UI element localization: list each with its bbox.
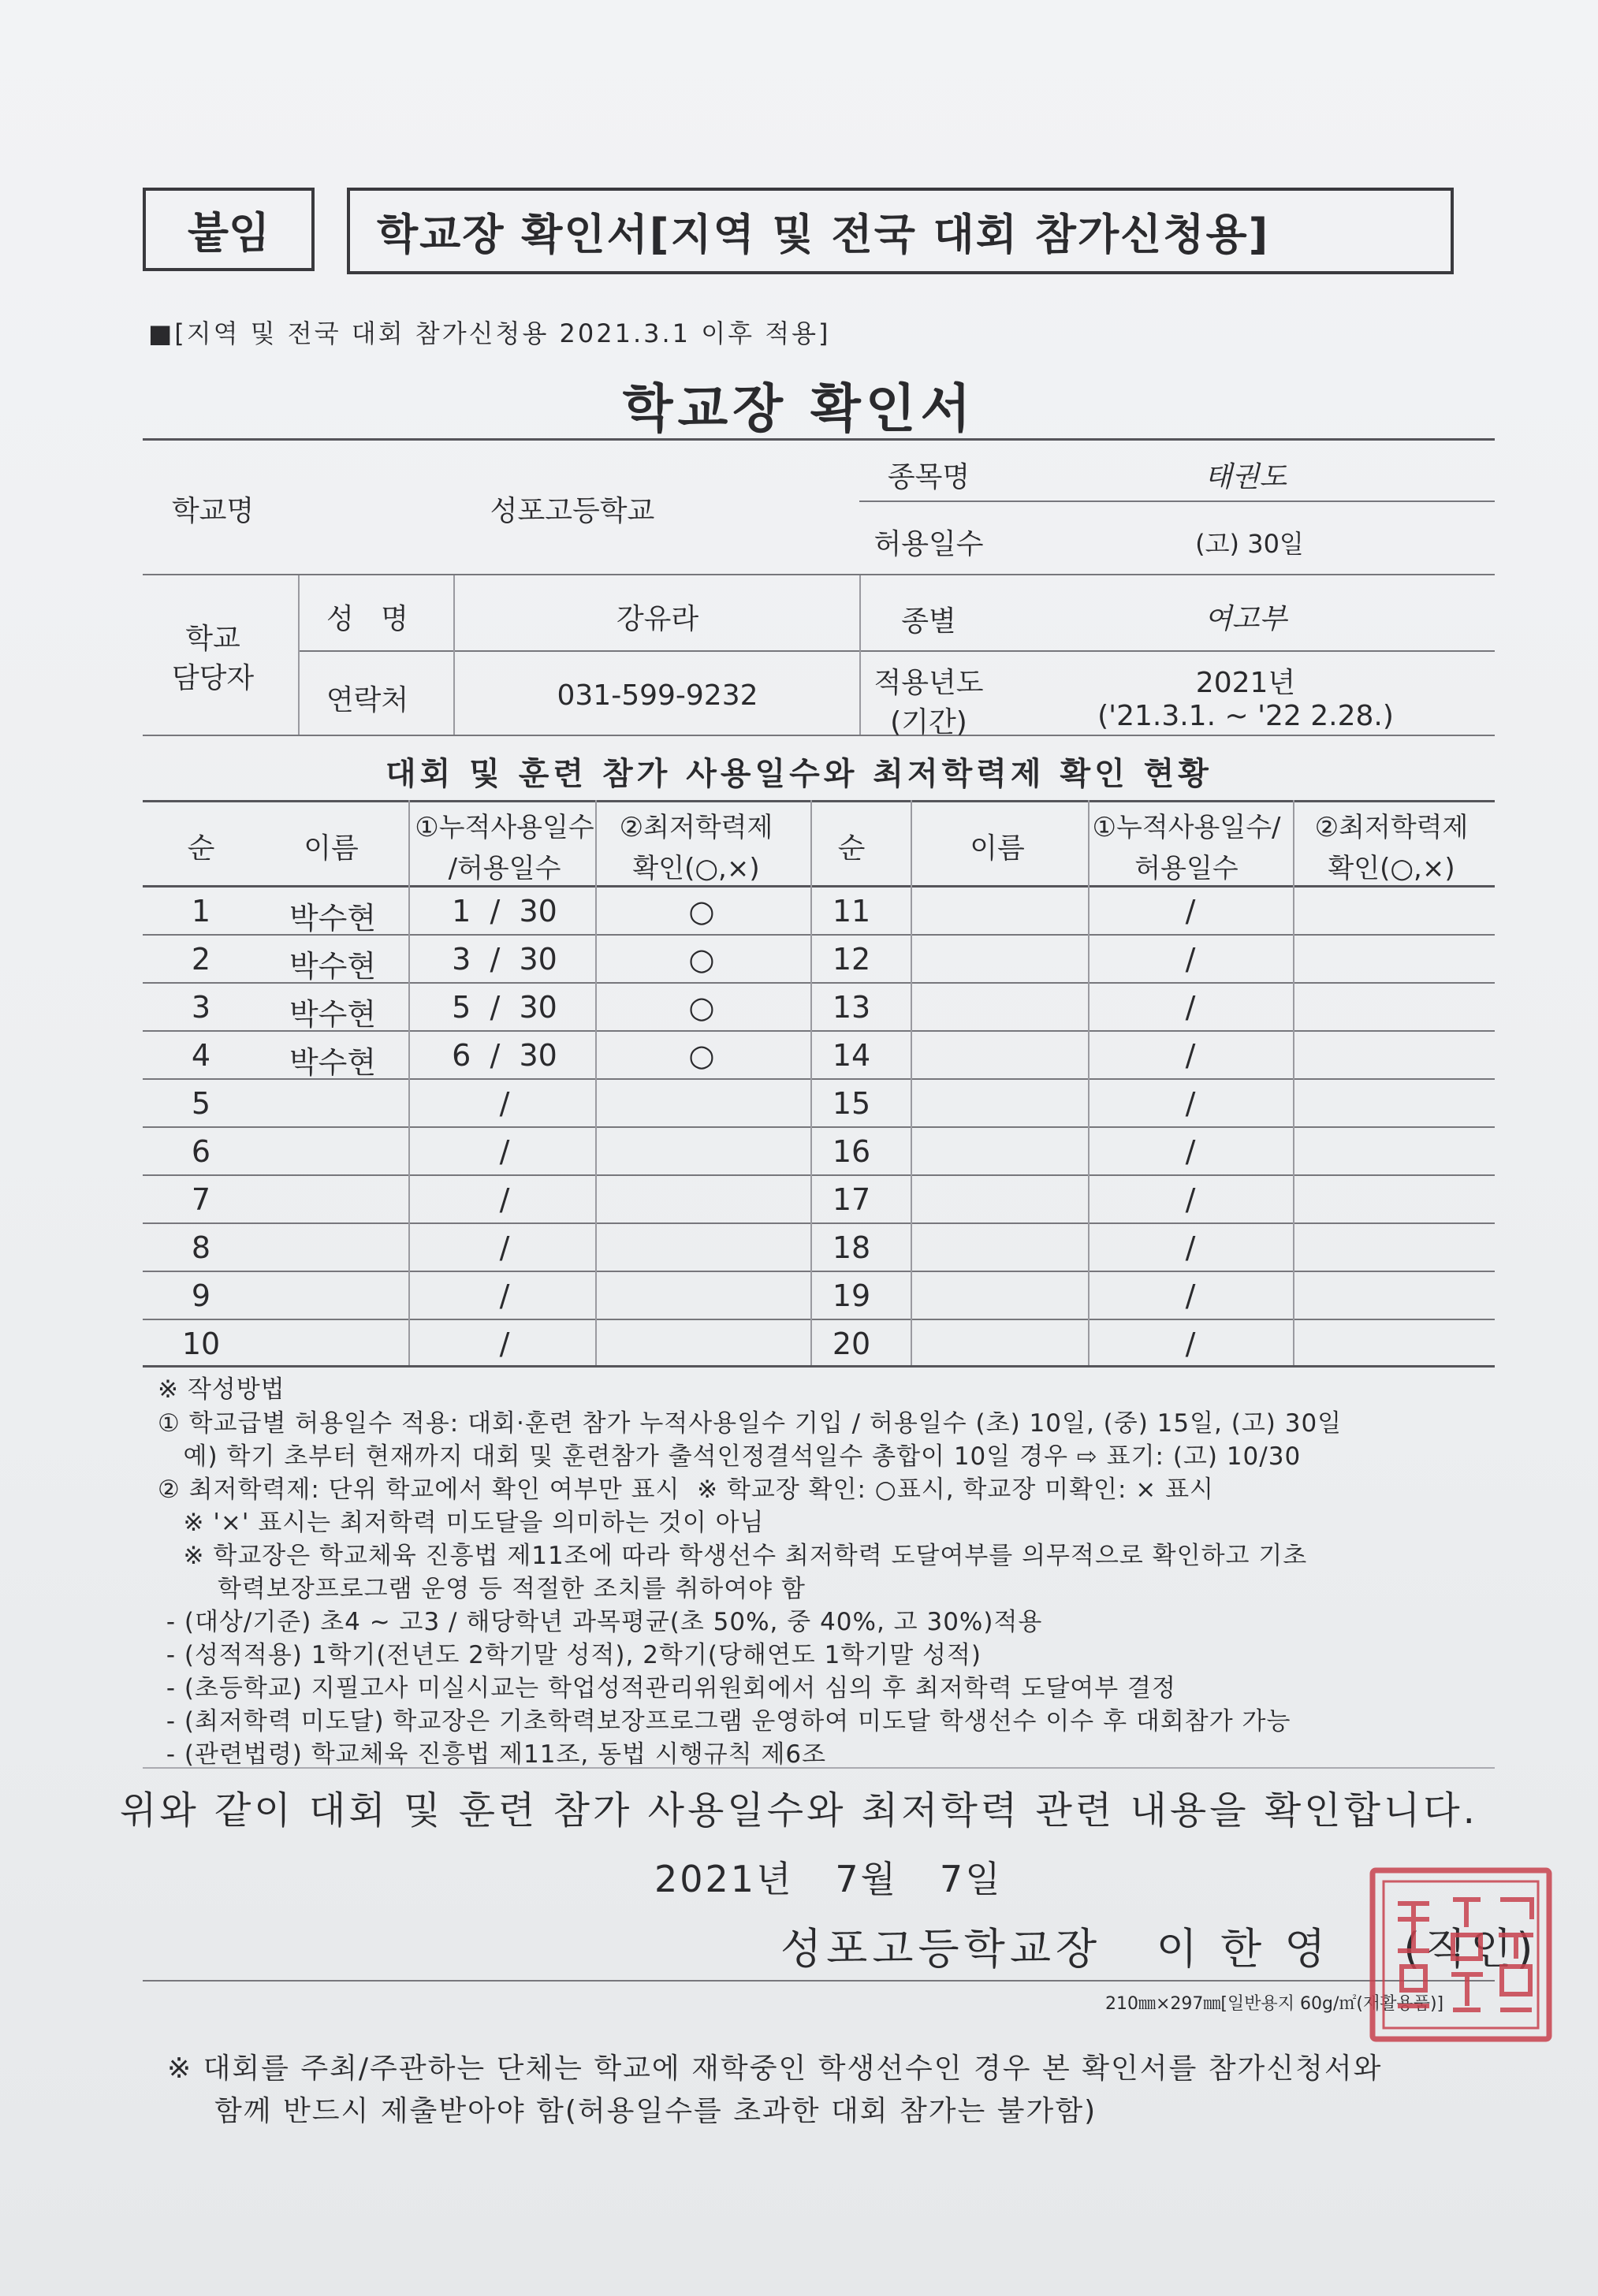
form-title: 학교장 확인서[지역 및 전국 대회 참가신청용] [377,209,1270,259]
row-confirm-left: ○ [688,894,715,928]
main-title: 학교장 확인서 [622,378,976,439]
row-days-right: / [1185,990,1196,1025]
method-title: ※ 작성방법 [158,1375,285,1404]
rule-line [1293,800,1294,1365]
row-days-right: / [1185,894,1196,928]
gender-value: 여고부 [1204,603,1287,635]
row-number-left: 4 [191,1038,211,1073]
row-number-left: 5 [191,1086,211,1121]
contact-value: 031-599-9232 [557,679,758,712]
header-conf-right-line1: ②최저학력제 [1314,812,1469,843]
method-line: 학력보장프로그램 운영 등 적절한 조치를 취하여야 함 [158,1575,806,1603]
row-divider [143,1271,1495,1272]
official-seal-stamp [1366,1864,1555,2045]
row-days-left: / [499,1182,510,1217]
rule-line [408,800,410,1365]
method-line: - (최저학력 미도달) 학교장은 기초학력보장프로그램 운영하여 미도달 학생선수 이수 후 대회참가 가능 [158,1707,1291,1736]
footnote-line1: ※ 대회를 주최/주관하는 단체는 학교에 재학중인 학생선수인 경우 본 확인서를 참가신청서와 [167,2052,1383,2085]
method-line: - (성적적용) 1학기(전년도 2학기말 성적), 2학기(당해연도 1학기말 성적) [158,1641,982,1669]
attachment-label-box [143,188,315,271]
rule-line [595,800,597,1365]
row-name-left: 박수현 [289,1045,377,1080]
header-conf-left-line2: 확인(○,×) [632,853,760,884]
row-days-right: / [1185,1134,1196,1169]
row-days-right: / [1185,1038,1196,1073]
rule-line [143,1767,1495,1769]
issue-date: 2021년 7월 7일 [654,1858,1003,1900]
row-number-left: 1 [191,894,211,928]
sport-label: 종목명 [887,461,970,493]
row-divider [143,1222,1495,1224]
row-number-right: 12 [832,942,871,977]
row-days-left: / [499,1134,510,1169]
row-days-right: / [1185,1086,1196,1121]
row-number-left: 10 [181,1327,221,1361]
header-conf-right-line2: 확인(○,×) [1328,853,1455,884]
method-line: ② 최저학력제: 단위 학교에서 확인 여부만 표시 ※ 학교장 확인: ○표시, 학교장 미확인: × 표시 [158,1475,1215,1504]
row-days-right: / [1185,942,1196,977]
rule-line [143,735,1495,736]
row-divider [143,1174,1495,1176]
period-value: ('21.3.1. ~ '22 2.28.) [1097,700,1394,732]
row-number-left: 8 [191,1230,211,1265]
header-days-right-line1: ①누적사용일수/ [1092,812,1281,843]
rule-line [300,650,1495,652]
row-days-right: / [1185,1327,1196,1361]
rule-line [911,800,912,1365]
rule-line [143,438,1495,441]
staff-name-label: 성 명 [326,603,408,635]
staff-label-line2: 담당자 [171,662,255,694]
row-number-right: 13 [832,990,871,1025]
header-seq-left: 순 [187,832,215,865]
allowed-days-value: (고) 30일 [1195,529,1304,559]
row-number-left: 3 [191,990,211,1025]
rule-line [859,575,861,735]
row-days-right: / [1185,1230,1196,1265]
rule-line [143,574,1495,575]
footnote-line2: 함께 반드시 제출받아야 함(허용일수를 초과한 대회 참가는 불가함) [214,2095,1097,2127]
row-number-left: 7 [191,1182,211,1217]
row-number-right: 16 [832,1134,871,1169]
school-name-value: 성포고등학교 [490,495,655,527]
year-label-line1: 적용년도 [873,667,984,699]
rule-line [143,1365,1495,1368]
rule-line [298,575,300,735]
row-number-right: 18 [832,1230,871,1265]
staff-label-line1: 학교 [185,623,240,655]
table-title: 대회 및 훈련 참가 사용일수와 최저학력제 확인 현황 [386,756,1212,792]
row-number-right: 17 [832,1182,871,1217]
row-number-left: 9 [191,1278,211,1313]
allowed-days-label: 허용일수 [873,528,984,560]
method-line: ① 학교급별 허용일수 적용: 대회·훈련 참가 누적사용일수 기입 / 허용일수 (초) 10일, (중) 15일, (고) 30일 [158,1409,1343,1438]
row-number-left: 6 [191,1134,211,1169]
rule-line [143,800,1495,802]
contact-label: 연락처 [326,684,409,716]
row-confirm-left: ○ [688,942,715,977]
method-line: ※ '×' 표시는 최저학력 미도달을 의미하는 것이 아님 [158,1509,765,1537]
attachment-label: 붙임 [187,207,270,258]
staff-name-value: 강유라 [616,603,699,635]
header-conf-left-line1: ②최저학력제 [619,812,773,843]
confirmation-statement: 위와 같이 대회 및 훈련 참가 사용일수와 최저학력 관련 내용을 확인합니다. [120,1788,1478,1833]
method-line: - (관련법령) 학교체육 진흥법 제11조, 동법 시행규칙 제6조 [158,1740,827,1769]
gender-label: 종별 [901,605,956,638]
method-line: - (초등학교) 지필고사 미실시교는 학업성적관리위원회에서 심의 후 최저학력 도달여부 결정 [158,1674,1176,1702]
header-seq-right: 순 [837,832,866,865]
header-days-left-line1: ①누적사용일수 [415,812,594,843]
row-divider [143,1126,1495,1128]
row-number-right: 19 [832,1278,871,1313]
row-name-left: 박수현 [289,949,377,984]
row-days-right: / [1185,1278,1196,1313]
rule-line [810,800,812,1365]
row-number-right: 11 [832,894,871,928]
row-days-right: / [1185,1182,1196,1217]
row-divider [143,1319,1495,1320]
header-days-right-line2: 허용일수 [1134,853,1239,884]
row-number-right: 20 [832,1327,871,1361]
year-value: 2021년 [1195,667,1296,699]
row-days-left: / [499,1086,510,1121]
year-label-line2: (기간) [890,706,967,739]
header-name-left: 이름 [304,832,359,865]
row-name-left: 박수현 [289,901,377,936]
row-days-left: / [499,1278,510,1313]
form-title-box [347,188,1454,274]
row-confirm-left: ○ [688,1038,715,1073]
method-line: 예) 학기 초부터 현재까지 대회 및 훈련참가 출석인정결석일수 총합이 10일 경우 ⇨ 표기: (고) 10/30 [158,1442,1302,1471]
header-days-left-line2: /허용일수 [448,853,561,884]
principal-signature: 성포고등학교장 이 한 영 (직인) [780,1924,1538,1974]
row-days-left: 3 / 30 [452,942,557,977]
row-name-left: 박수현 [289,997,377,1032]
row-number-right: 15 [832,1086,871,1121]
rule-line [453,575,455,735]
method-line: ※ 학교장은 학교체육 진흥법 제11조에 따라 학생선수 최저학력 도달여부를 의무적으로 확인하고 기초 [158,1542,1308,1570]
row-confirm-left: ○ [688,990,715,1025]
rule-line [1088,800,1090,1365]
row-days-left: / [499,1327,510,1361]
row-days-left: / [499,1230,510,1265]
rule-line [859,501,1495,502]
row-days-left: 6 / 30 [452,1038,557,1073]
rule-line [143,885,1495,888]
row-days-left: 1 / 30 [452,894,557,928]
row-number-right: 14 [832,1038,871,1073]
school-name-label: 학교명 [171,495,255,527]
applicability-note: ■[지역 및 전국 대회 참가신청용 2021.3.1 이후 적용] [148,318,831,348]
sport-value: 태권도 [1204,461,1287,493]
row-number-left: 2 [191,942,211,977]
rule-line [143,1980,1495,1982]
method-line: - (대상/기준) 초4 ~ 고3 / 해당학년 과목평균(초 50%, 중 40%, 고 30%)적용 [158,1608,1043,1636]
header-name-right: 이름 [970,832,1025,865]
paper-spec: 210㎜×297㎜[일반용지 60g/㎡(재활용품)] [1105,1994,1444,2014]
row-days-left: 5 / 30 [452,990,557,1025]
